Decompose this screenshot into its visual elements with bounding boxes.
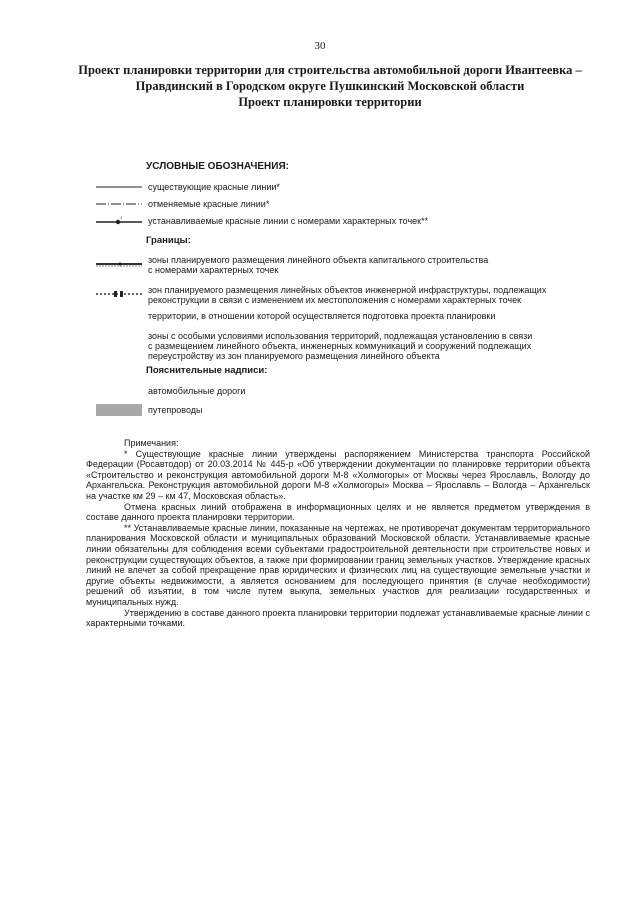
title-line-3: Проект планировки территории: [238, 95, 422, 109]
svg-text:1: 1: [120, 216, 123, 220]
legend-label-line-2: реконструкции в связи с изменением их местоположения с номерами характерных точек: [148, 295, 522, 305]
notes: [86, 438, 590, 629]
legend-label: отменяемые красные линии*: [148, 199, 270, 209]
hatched-line-icon: [96, 259, 146, 269]
notes-paragraph-3: ** Устанавливаемые красные линии, показанные на чертежах, не противоречат документам территориального планирования Московской области и муниципальных образований Московской области. Устанавливаемые красные линии обязательны для соблюдения всеми субъектами градостроительной деятельности при строительстве новых и реконструкции существующих объектов, а также при формировании границ земельных участков. Утверждение красных линий не влечет за собой прекращение прав юридических и физических лиц на существующие земельные участки и другие объекты недвижимости, а является основанием для последующего принятия (в случае необходимости) решений об изъятии, в том числе путем выкупа, земельных участков для реализации государственных и муниципальных нужд.: [86, 522, 590, 607]
document-title: [60, 62, 600, 110]
dashed-point-line-icon: [96, 289, 146, 299]
legend-heading: УСЛОВНЫЕ ОБОЗНАЧЕНИЯ:: [146, 161, 289, 172]
notes-paragraph-1: * Существующие красные линии утверждены распоряжением Министерства транспорта Российской Федерации (Росавтодор) от 20.03.2014 № 445-р «Об утверждении документации по планировке территории объекта «Строительство и реконструкция автомобильной дороги М-8 «Холмогоры» от Москвы через Ярославль, Вологду до Архангельска. Реконструкция автомобильной дороги М-8 «Холмогоры» Москва – Ярославль – Вологда – Архангельск на участке км 29 – км 47, Московская область».: [86, 448, 590, 501]
legend-label: устанавливаемые красные линии с номерами характерных точек**: [148, 216, 429, 226]
dash-dot-line-icon: [96, 199, 146, 209]
labels-heading: Пояснительные надписи:: [146, 365, 268, 376]
page-number: 30: [314, 40, 326, 52]
legend-label: автомобильные дороги: [148, 386, 246, 396]
legend-label-line-3: переустройству из зон планируемого размещения линейного объекта: [148, 351, 440, 361]
notes-heading: Примечания:: [124, 438, 179, 448]
legend-label: существующие красные линии*: [148, 182, 280, 192]
legend-label: путепроводы: [148, 405, 203, 415]
legend-label-line-1: зоны с особыми условиями использования территорий, подлежащая установлению в связи: [148, 331, 533, 341]
blank-icon: [96, 331, 146, 341]
legend-label-line-2: с размещением линейного объекта, инженерных коммуникаций и сооружений подлежащих: [148, 341, 532, 351]
legend-label-line-1: зоны планируемого размещения линейного объекта капитального строительства: [148, 255, 489, 265]
solid-line-icon: [96, 182, 146, 192]
notes-paragraph-2: Отмена красных линий отображена в информационных целях и не является предметом утверждения в составе данного проекта планировки территории.: [86, 501, 590, 523]
blank-icon: [96, 386, 146, 396]
gray-fill-icon: [96, 404, 144, 416]
blank-icon: [96, 311, 146, 321]
title-line-2: Правдинский в Городском округе Пушкинский Московской области: [135, 79, 525, 93]
notes-paragraph-4: Утверждению в составе данного проекта планировки территории подлежат устанавливаемые красные линии с характерными точками.: [86, 607, 590, 629]
legend-label-line-2: с номерами характерных точек: [148, 265, 279, 275]
legend-label-line-1: территории, в отношении которой осуществляется подготовка проекта планировки: [148, 311, 496, 321]
legend-label-line-1: зон планируемого размещения линейных объектов инженерной инфраструктуры, подлежащих: [148, 285, 547, 295]
red-line-with-points-icon: [96, 216, 146, 226]
title-line-1: Проект планировки территории для строительства автомобильной дороги Ивантеевка –: [78, 63, 582, 77]
borders-heading: Границы:: [146, 235, 191, 246]
